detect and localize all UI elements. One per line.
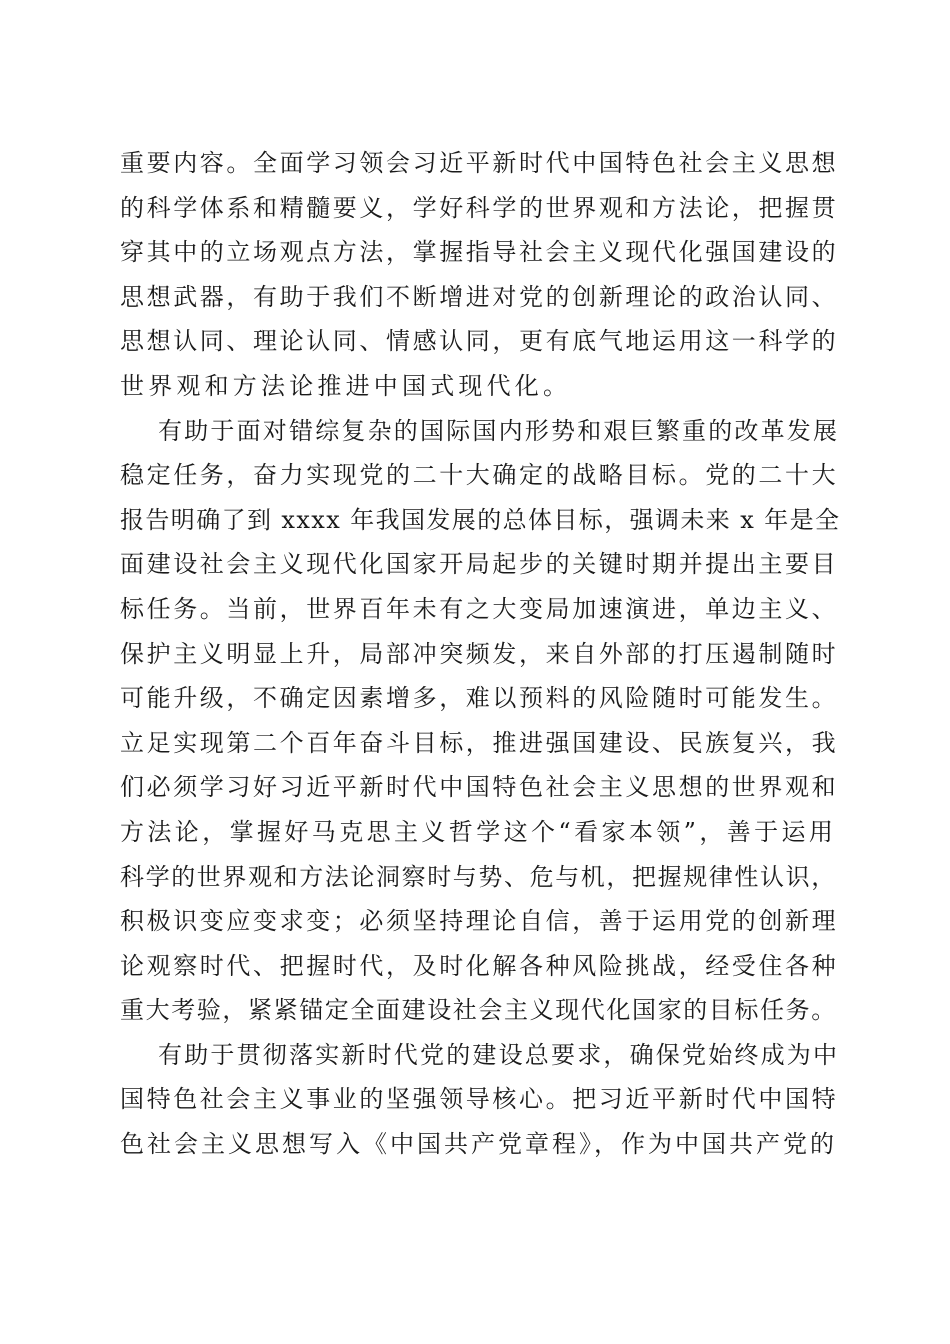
text-line: 立足实现第二个百年奋斗目标，推进强国建设、民族复兴，我: [120, 728, 839, 757]
text-line: 思想认同、理论认同、情感认同，更有底气地运用这一科学的: [120, 327, 839, 356]
text-line: 标任务。当前，世界百年未有之大变局加速演进，单边主义、: [120, 594, 839, 623]
text-line: 报告明确了到 xxxx 年我国发展的总体目标，强调未来 x 年是全: [120, 505, 841, 534]
document-body: [120, 141, 840, 1167]
text-line: 国特色社会主义事业的坚强领导核心。把习近平新时代中国特: [120, 1085, 839, 1114]
text-line: 积极识变应变求变；必须坚持理论自信，善于运用党的创新理: [120, 907, 839, 936]
text-line: 方法论，掌握好马克思主义哲学这个“看家本领”，善于运用: [120, 817, 837, 846]
paragraph-first-line: 有助于面对错综复杂的国际国内形势和艰巨繁重的改革发展: [158, 416, 840, 445]
text-line: 思想武器，有助于我们不断增进对党的创新理论的政治认同、: [120, 282, 839, 311]
text-line: 科学的世界观和方法论洞察时与势、危与机，把握规律性认识，: [120, 862, 837, 891]
paragraph-first-line: 有助于贯彻落实新时代党的建设总要求，确保党始终成为中: [158, 1040, 840, 1069]
text-line: 保护主义明显上升，局部冲突频发，来自外部的打压遏制随时: [120, 639, 839, 668]
text-line: 稳定任务，奋力实现党的二十大确定的战略目标。党的二十大: [120, 461, 839, 490]
text-line: 色社会主义思想写入《中国共产党章程》，作为中国共产党的: [120, 1130, 837, 1159]
text-line: 面建设社会主义现代化国家开局起步的关键时期并提出主要目: [120, 550, 839, 579]
text-line: 重大考验，紧紧锚定全面建设社会主义现代化国家的目标任务。: [120, 996, 837, 1025]
text-line: 穿其中的立场观点方法，掌握指导社会主义现代化强国建设的: [120, 238, 839, 267]
text-line: 论观察时代、把握时代，及时化解各种风险挑战，经受住各种: [120, 951, 839, 980]
text-line: 重要内容。全面学习领会习近平新时代中国特色社会主义思想: [120, 149, 839, 177]
text-line: 可能升级，不确定因素增多，难以预料的风险随时可能发生。: [120, 684, 839, 713]
text-line: 世界观和方法论推进中国式现代化。: [120, 371, 572, 400]
text-line: 的科学体系和精髓要义，学好科学的世界观和方法论，把握贯: [120, 193, 839, 222]
text-line: 们必须学习好习近平新时代中国特色社会主义思想的世界观和: [120, 773, 839, 802]
